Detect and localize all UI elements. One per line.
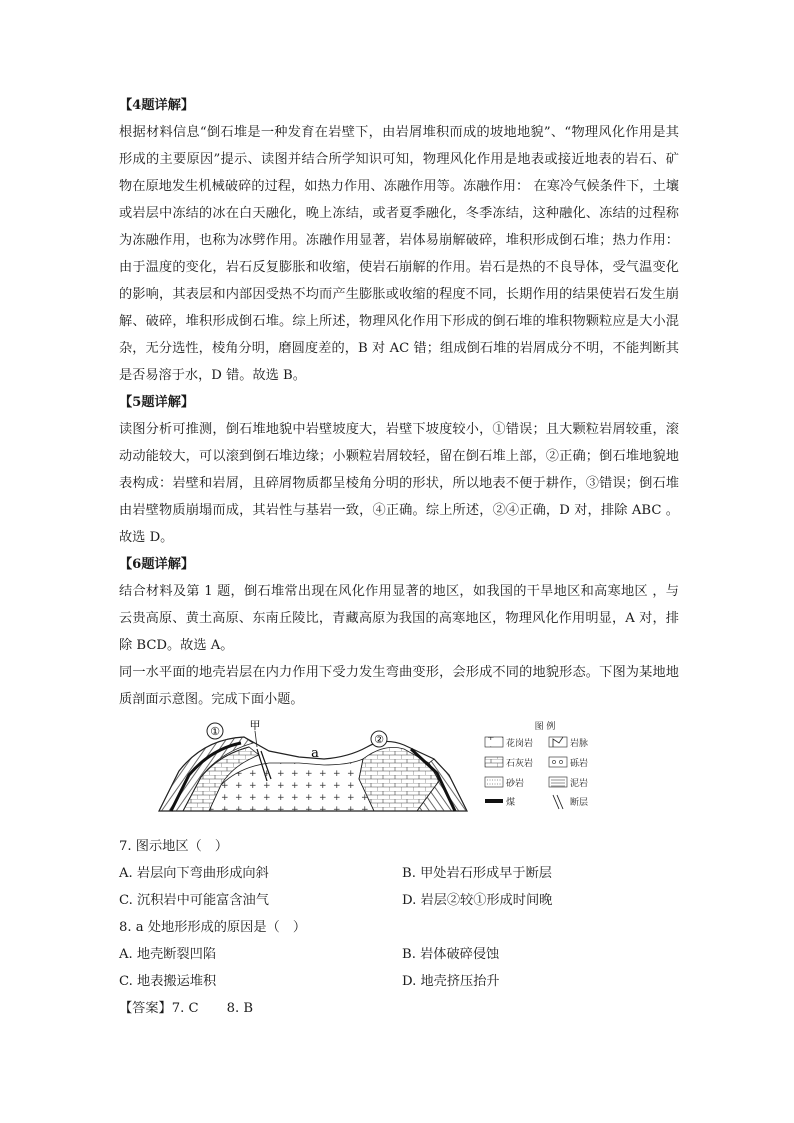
question-8-options-row-1 <box>119 941 679 968</box>
q8-option-d[interactable]: D. 地壳挤压抬升 <box>402 974 500 989</box>
question-7-options-row-1 <box>119 860 679 887</box>
question-8-options-row-2 <box>119 968 679 995</box>
legend-sandstone: 砂岩 <box>506 779 525 789</box>
section-6-body: 结合材料及第 1 题，倒石堆常出现在风化作用显著的地区，如我国的干旱地区和高寒地区 ，与云贵高原、黄土高原、东南丘陵比，青藏高原为我国的高寒地区，物理风化作用明显，A 对，排除 BCD。故选 A。 <box>119 584 679 653</box>
legend-vein: 岩脉 <box>570 739 589 749</box>
label-1: ① <box>210 725 220 738</box>
legend-conglomerate: 砾岩 <box>570 759 589 769</box>
legend-mudstone: 泥岩 <box>570 779 589 789</box>
label-jia: 甲 <box>249 719 261 732</box>
section-4-body: 根据材料信息“倒石堆是一种发育在岩壁下，由岩屑堆积而成的坡地地貌”、“物理风化作用是其形成的主要原因”提示、读图并结合所学知识可知，物理风化作用是地表或接近地表的岩石、矿物在原地发生机械破碎的过程，如热力作用、冻融作用等。冻融作用： 在寒冷气候条件下，土壤或岩层中冻结的冰在白天融化，晚上冻结，或者夏季融化，冬季冻结，这种融化、冻结的过程称为冻融作用，也称为冰劈作用。冻融作用显著，岩体易崩解破碎，堆积形成倒石堆；热力作用：由于温度的变化，岩石反复膨胀和收缩，使岩石崩解的作用。岩石是热的不良导体，受气温变化的影响，其表层和内部因受热不均而产生膨胀或收缩的程度不同，长期作用的结果使岩石发生崩解、破碎，堆积形成倒石堆。综上所述，物理风化作用下形成的倒石堆的堆积物颗粒应是大小混杂，无分选性，棱角分明，磨圆度差的，B 对 AC 错；组成倒石堆的岩屑成分不明，不能判断其是否易溶于水，D 错。故选 B。 <box>119 125 679 383</box>
section-4-title: 【4题详解】 <box>119 98 195 113</box>
section-6-title: 【6题详解】 <box>119 557 195 572</box>
legend-fault: 断层 <box>570 798 589 808</box>
q7-option-d[interactable]: D. 岩层②较①形成时间晚 <box>402 893 553 908</box>
q8-option-b[interactable]: B. 岩体破碎侵蚀 <box>402 947 500 962</box>
legend-granite: 花岗岩 <box>506 739 534 749</box>
q7-option-b[interactable]: B. 甲处岩石形成早于断层 <box>402 866 552 881</box>
section-5-title: 【5题详解】 <box>119 395 195 410</box>
question-7-options-row-2 <box>119 887 679 914</box>
geologic-section-figure <box>119 719 679 829</box>
legend-limestone: 石灰岩 <box>506 759 534 769</box>
geologic-section-diagram <box>149 719 629 819</box>
q7-option-c[interactable]: C. 沉积岩中可能富含油气 <box>119 893 269 908</box>
label-2: ② <box>374 733 384 746</box>
question-intro: 同一水平面的地壳岩层在内力作用下受力发生弯曲变形，会形成不同的地貌形态。下图为某地地质剖面示意图。完成下面小题。 <box>119 665 679 707</box>
q8-option-c[interactable]: C. 地表搬运堆积 <box>119 974 217 989</box>
section-5-body: 读图分析可推测，倒石堆地貌中岩壁坡度大，岩壁下坡度较小，①错误；且大颗粒岩屑较重，滚动动能较大，可以滚到倒石堆边缘；小颗粒岩屑较轻，留在倒石堆上部，②正确；倒石堆地貌地表构成：岩壁和岩屑，且碎屑物质都呈棱角分明的形状，所以地表不便于耕作，③错误；倒石堆由岩壁物质崩塌而成，其岩性与基岩一致，④正确。综上所述，②④正确，D 对，排除 ABC 。故选 D。 <box>119 422 679 545</box>
q7-option-a[interactable]: A. 岩层向下弯曲形成向斜 <box>119 866 269 881</box>
question-8-stem: 8. a 处地形形成的原因是（ ） <box>119 920 307 935</box>
legend <box>485 720 588 809</box>
answer-7: 7. C <box>171 1001 199 1016</box>
answer-label: 【答案】 <box>119 1001 172 1016</box>
answer-8: 8. B <box>226 1001 254 1016</box>
answer-line <box>119 995 679 1022</box>
content-column <box>119 92 679 1022</box>
legend-coal: 煤 <box>506 798 516 808</box>
question-7-stem: 7. 图示地区（ ） <box>119 839 229 854</box>
label-a: a <box>311 746 319 761</box>
legend-title: 图 例 <box>534 722 556 732</box>
q8-option-a[interactable]: A. 地壳断裂凹陷 <box>119 947 217 962</box>
